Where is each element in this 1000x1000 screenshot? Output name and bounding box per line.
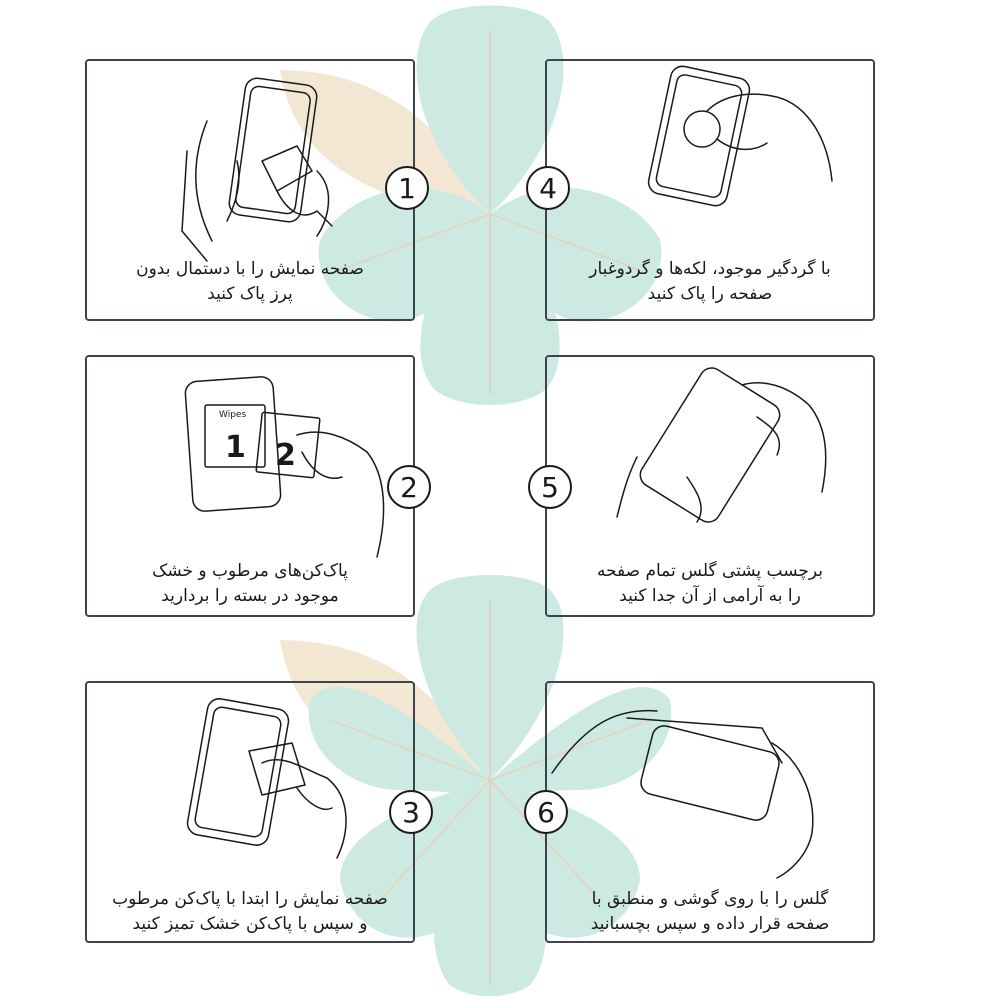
wipe-number-2: 2 <box>275 438 296 473</box>
step-number-3: 3 <box>389 790 433 834</box>
wipe-number-1: 1 <box>225 430 246 465</box>
step-1-caption-line2: پرز پاک کنید <box>207 284 293 304</box>
step-5-caption-line1: برچسب پشتی گلس تمام صفحه <box>596 561 824 581</box>
step-number-6: 6 <box>524 790 568 834</box>
step-number-2: 2 <box>387 465 431 509</box>
step-panel-6 <box>545 681 875 943</box>
step-5-caption-line2: را به آرامی از آن جدا کنید <box>619 586 801 606</box>
step-number-5: 5 <box>528 465 572 509</box>
step-number-4: 4 <box>526 166 570 210</box>
step-6-caption-line2: صفحه قرار داده و سپس بچسبانید <box>590 914 830 934</box>
step-panel-4 <box>545 59 875 321</box>
step-panel-5 <box>545 355 875 617</box>
step-number-1: 1 <box>385 166 429 210</box>
step-6-caption-line1: گلس را با روی گوشی و منطبق با <box>591 889 829 909</box>
wipes-packet-title: Wipes <box>219 410 247 420</box>
step-4-caption-line2: صفحه را پاک کنید <box>647 284 773 304</box>
step-2-caption-line2: موجود در بسته را بردارید <box>161 586 339 606</box>
step-panel-1 <box>85 59 415 321</box>
step-3-caption-line1: صفحه نمایش را ابتدا با پاک‌کن مرطوب <box>112 889 388 909</box>
step-3-caption-line2: و سپس با پاک‌کن خشک تمیز کنید <box>132 914 368 934</box>
step-2-caption-line1: پاک‌کن‌های مرطوب و خشک <box>152 561 348 581</box>
step-4-caption-line1: با گردگیر موجود، لکه‌ها و گردوغبار <box>589 259 831 279</box>
step-1-caption-line1: صفحه نمایش را با دستمال بدون <box>136 259 364 279</box>
step-panel-3 <box>85 681 415 943</box>
step-panel-2 <box>85 355 415 617</box>
